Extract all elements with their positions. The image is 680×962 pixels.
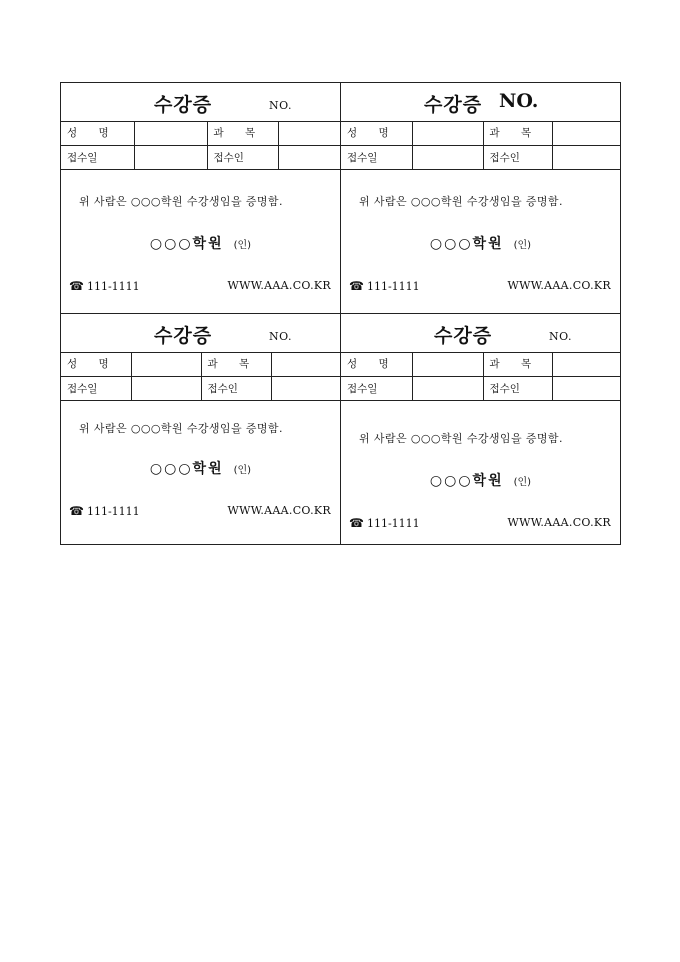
- name-label: 성 명: [61, 121, 134, 145]
- phone-line: [69, 504, 140, 518]
- name-field[interactable]: [412, 121, 483, 145]
- website-link[interactable]: WWW.AAA.CO.KR: [507, 279, 611, 292]
- card-header: [341, 83, 620, 122]
- name-label: 성 명: [341, 121, 412, 145]
- membership-card-3: [61, 314, 341, 544]
- website-link[interactable]: WWW.AAA.CO.KR: [227, 279, 331, 292]
- phone-line: [349, 516, 420, 530]
- membership-card-sheet: [60, 82, 621, 545]
- card-title: 수강증: [424, 94, 483, 116]
- subject-field[interactable]: [552, 352, 620, 376]
- subject-label: 과 목: [207, 121, 278, 145]
- info-table: [61, 121, 340, 170]
- phone-number: 111-1111: [86, 505, 140, 518]
- card-title: 수강증: [154, 325, 213, 347]
- membership-card-2: [341, 83, 620, 314]
- phone-number: 111-1111: [86, 280, 140, 293]
- academy-line: [61, 458, 340, 478]
- telephone-icon: ☎: [69, 279, 84, 293]
- receiver-field[interactable]: [271, 376, 340, 400]
- certification-text: 위 사람은 ○○○학원 수강생임을 증명함.: [359, 432, 563, 445]
- website-link[interactable]: WWW.AAA.CO.KR: [227, 504, 331, 517]
- telephone-icon: ☎: [69, 504, 84, 518]
- card-header: [341, 314, 620, 353]
- card-number-label: NO.: [269, 330, 292, 343]
- membership-card-4: [341, 314, 620, 544]
- phone-number: 111-1111: [366, 517, 420, 530]
- name-field[interactable]: [134, 121, 207, 145]
- subject-label: 과 목: [483, 121, 552, 145]
- date-field[interactable]: [412, 145, 483, 169]
- card-title: 수강증: [434, 325, 493, 347]
- telephone-icon: ☎: [349, 516, 364, 530]
- name-label: 성 명: [341, 352, 412, 376]
- receiver-label: 접수인: [483, 376, 552, 400]
- receiver-label: 접수인: [483, 145, 552, 169]
- receiver-label: 접수인: [201, 376, 271, 400]
- info-table: [61, 352, 340, 401]
- date-label: 접수일: [61, 145, 134, 169]
- telephone-icon: ☎: [349, 279, 364, 293]
- academy-name: ○○○학원: [429, 236, 504, 252]
- academy-line: [341, 233, 620, 253]
- seal-mark: (인): [513, 477, 532, 488]
- seal-mark: (인): [513, 240, 532, 251]
- seal-mark: (인): [233, 465, 252, 476]
- certification-text: 위 사람은 ○○○학원 수강생임을 증명함.: [359, 195, 563, 208]
- academy-name: ○○○학원: [429, 473, 504, 489]
- seal-mark: (인): [233, 240, 252, 251]
- academy-name: ○○○학원: [149, 236, 224, 252]
- receiver-label: 접수인: [207, 145, 278, 169]
- card-header: [61, 83, 340, 122]
- subject-label: 과 목: [201, 352, 271, 376]
- membership-card-1: [61, 83, 341, 314]
- info-table: [341, 352, 620, 401]
- name-field[interactable]: [131, 352, 201, 376]
- name-label: 성 명: [61, 352, 131, 376]
- card-number-label: NO.: [269, 99, 292, 112]
- card-header: [61, 314, 340, 353]
- phone-line: [69, 279, 140, 293]
- certification-text: 위 사람은 ○○○학원 수강생임을 증명함.: [79, 422, 283, 435]
- card-title: 수강증: [154, 94, 213, 116]
- name-field[interactable]: [412, 352, 483, 376]
- date-field[interactable]: [412, 376, 483, 400]
- phone-number: 111-1111: [366, 280, 420, 293]
- academy-line: [341, 470, 620, 490]
- website-link[interactable]: WWW.AAA.CO.KR: [507, 516, 611, 529]
- subject-field[interactable]: [271, 352, 340, 376]
- certification-text: 위 사람은 ○○○학원 수강생임을 증명함.: [79, 195, 283, 208]
- date-label: 접수일: [341, 145, 412, 169]
- date-label: 접수일: [61, 376, 131, 400]
- date-field[interactable]: [134, 145, 207, 169]
- date-field[interactable]: [131, 376, 201, 400]
- subject-label: 과 목: [483, 352, 552, 376]
- phone-line: [349, 279, 420, 293]
- date-label: 접수일: [341, 376, 412, 400]
- receiver-field[interactable]: [278, 145, 340, 169]
- academy-line: [61, 233, 340, 253]
- subject-field[interactable]: [278, 121, 340, 145]
- card-number-label: NO.: [549, 330, 572, 343]
- subject-field[interactable]: [552, 121, 620, 145]
- card-number-label: NO.: [499, 90, 539, 112]
- receiver-field[interactable]: [552, 376, 620, 400]
- academy-name: ○○○학원: [149, 461, 224, 477]
- receiver-field[interactable]: [552, 145, 620, 169]
- info-table: [341, 121, 620, 170]
